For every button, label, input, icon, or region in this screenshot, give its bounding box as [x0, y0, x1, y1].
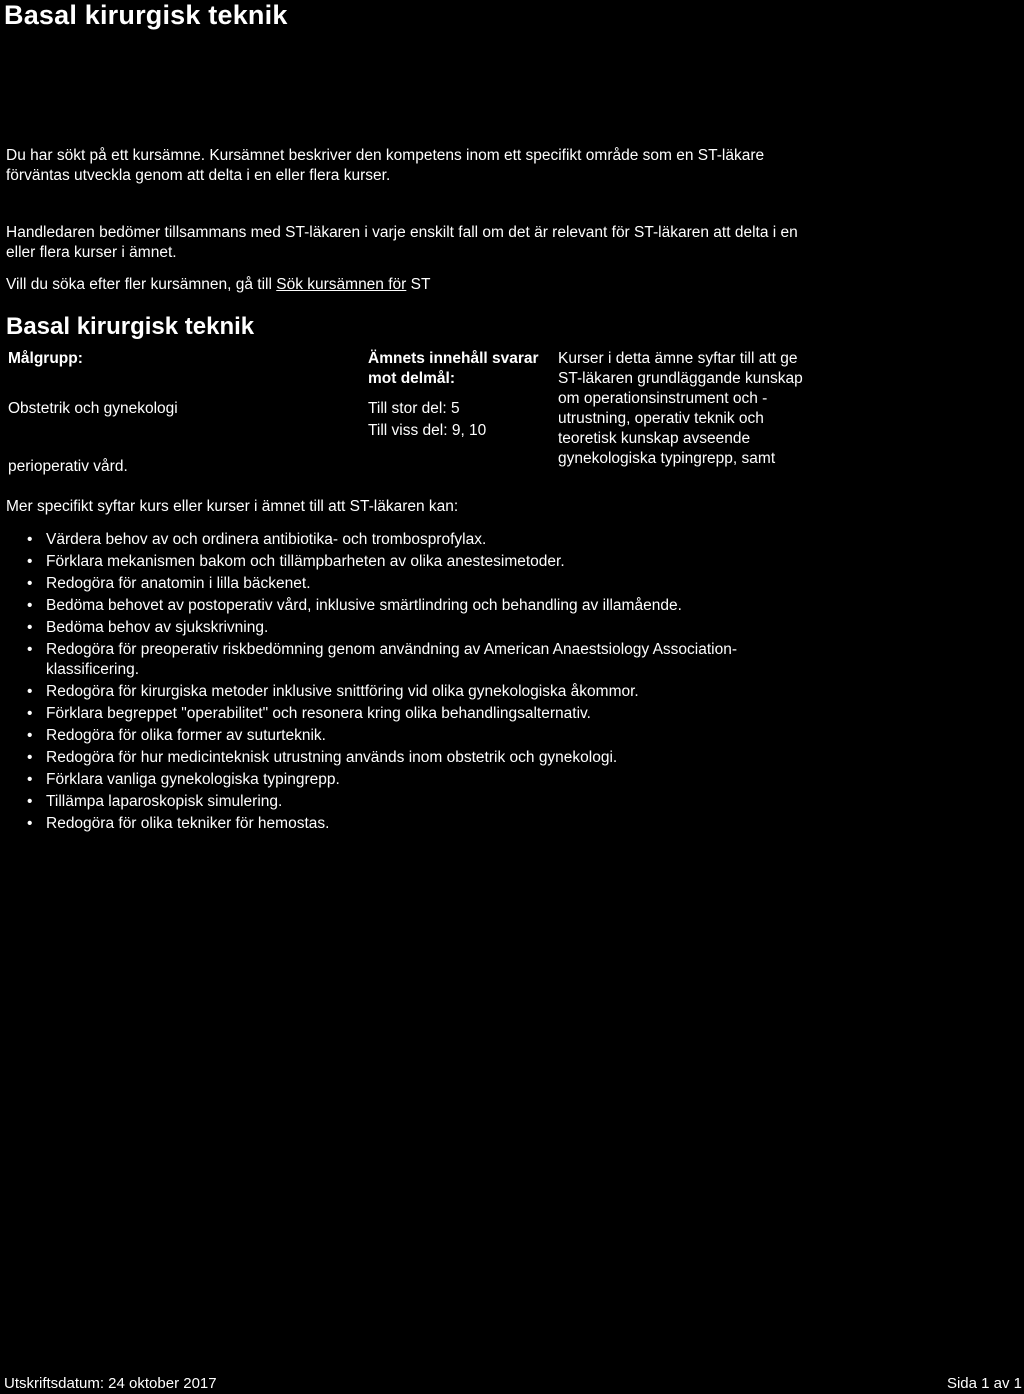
objectives-intro: Mer specifikt syftar kurs eller kurser i ämnet till att ST-läkaren kan:	[6, 498, 459, 515]
bullet-icon: •	[27, 683, 33, 700]
bullet-icon: •	[27, 749, 33, 766]
list-item	[0, 596, 820, 616]
list-item-text: Förklara begreppet "operabilitet" och resonera kring olika behandlingsalternativ.	[46, 705, 591, 722]
list-item	[0, 704, 820, 724]
bullet-icon: •	[27, 575, 33, 592]
list-item	[0, 792, 820, 812]
list-item	[0, 574, 820, 594]
list-item-text: Redogöra för anatomin i lilla bäckenet.	[46, 575, 311, 592]
target-group-value: Obstetrik och gynekologi	[8, 400, 178, 417]
list-item	[0, 552, 820, 572]
list-item	[0, 770, 820, 790]
list-item-text: Värdera behov av och ordinera antibiotika- och trombosprofylax.	[46, 531, 487, 548]
list-item	[0, 618, 820, 638]
bullet-icon: •	[27, 727, 33, 744]
bullet-icon: •	[27, 553, 33, 570]
list-item-text: Redogöra för hur medicinteknisk utrustning används inom obstetrik och gynekologi.	[46, 749, 618, 766]
advisor-paragraph: Handledaren bedömer tillsammans med ST-läkaren i varje enskilt fall om det är relevant för ST-läkaren att delta i en eller flera kurser i ämnet.	[6, 224, 798, 261]
intro-paragraph: Du har sökt på ett kursämne. Kursämnet beskriver den kompetens inom ett specifikt område som en ST-läkare förväntas utveckla genom att delta i en eller flera kurser.	[6, 147, 765, 184]
bullet-icon: •	[27, 793, 33, 810]
search-courses-link[interactable]: Sök kursämnen för	[276, 276, 407, 293]
list-item-text: Förklara mekanismen bakom och tillämpbarheten av olika anestesimetoder.	[46, 553, 565, 570]
list-item	[0, 814, 820, 834]
bullet-icon: •	[27, 771, 33, 788]
list-item-text: Förklara vanliga gynekologiska typingrepp.	[46, 771, 340, 788]
list-item-text: Redogöra för preoperativ riskbedömning genom användning av American Anaestsiology Association-klassificering.	[46, 641, 738, 678]
bullet-icon: •	[27, 705, 33, 722]
description-column: Kurser i detta ämne syftar till att ge ST-läkaren grundläggande kunskap om operationsinstrument och -utrustning, operativ teknik och teoretisk kunskap avseende gynekologiska typingrepp, samt	[558, 350, 803, 467]
list-item-text: Tillämpa laparoskopisk simulering.	[46, 793, 283, 810]
goals-primary: Till stor del: 5	[368, 400, 460, 417]
bullet-icon: •	[27, 531, 33, 548]
list-item-text: Redogöra för kirurgiska metoder inklusive snittföring vid olika gynekologiska åkommor.	[46, 683, 639, 700]
list-item	[0, 640, 820, 680]
bullet-icon: •	[27, 815, 33, 832]
print-date: Utskriftsdatum: 24 oktober 2017	[4, 1375, 217, 1392]
page-number: Sida 1 av 1	[946, 1375, 1022, 1392]
list-item-text: Bedöma behov av sjukskrivning.	[46, 619, 269, 636]
goals-column	[368, 349, 558, 439]
bullet-icon: •	[27, 619, 33, 636]
goals-label: Ämnets innehåll svarar mot delmål:	[368, 350, 539, 387]
objectives-list	[0, 530, 820, 836]
search-more-line	[6, 275, 430, 295]
search-prefix: Vill du söka efter fler kursämnen, gå till	[6, 276, 277, 293]
search-suffix: ST	[406, 276, 431, 293]
target-group-column	[8, 349, 308, 475]
page-title: Basal kirurgisk teknik	[4, 0, 288, 30]
goals-secondary: Till viss del: 9, 10	[368, 422, 487, 439]
list-item	[0, 682, 820, 702]
list-item	[0, 748, 820, 768]
bullet-icon: •	[27, 641, 33, 658]
target-group-label: Målgrupp:	[8, 350, 83, 367]
list-item-text: Bedöma behovet av postoperativ vård, inklusive smärtlindring och behandling av illamående.	[46, 597, 682, 614]
list-item	[0, 530, 820, 550]
list-item	[0, 726, 820, 746]
list-item-text: Redogöra för olika former av suturteknik.	[46, 727, 326, 744]
bullet-icon: •	[27, 597, 33, 614]
target-group-extra: perioperativ vård.	[8, 458, 128, 475]
list-item-text: Redogöra för olika tekniker för hemostas.	[46, 815, 330, 832]
section-title: Basal kirurgisk teknik	[6, 313, 255, 340]
